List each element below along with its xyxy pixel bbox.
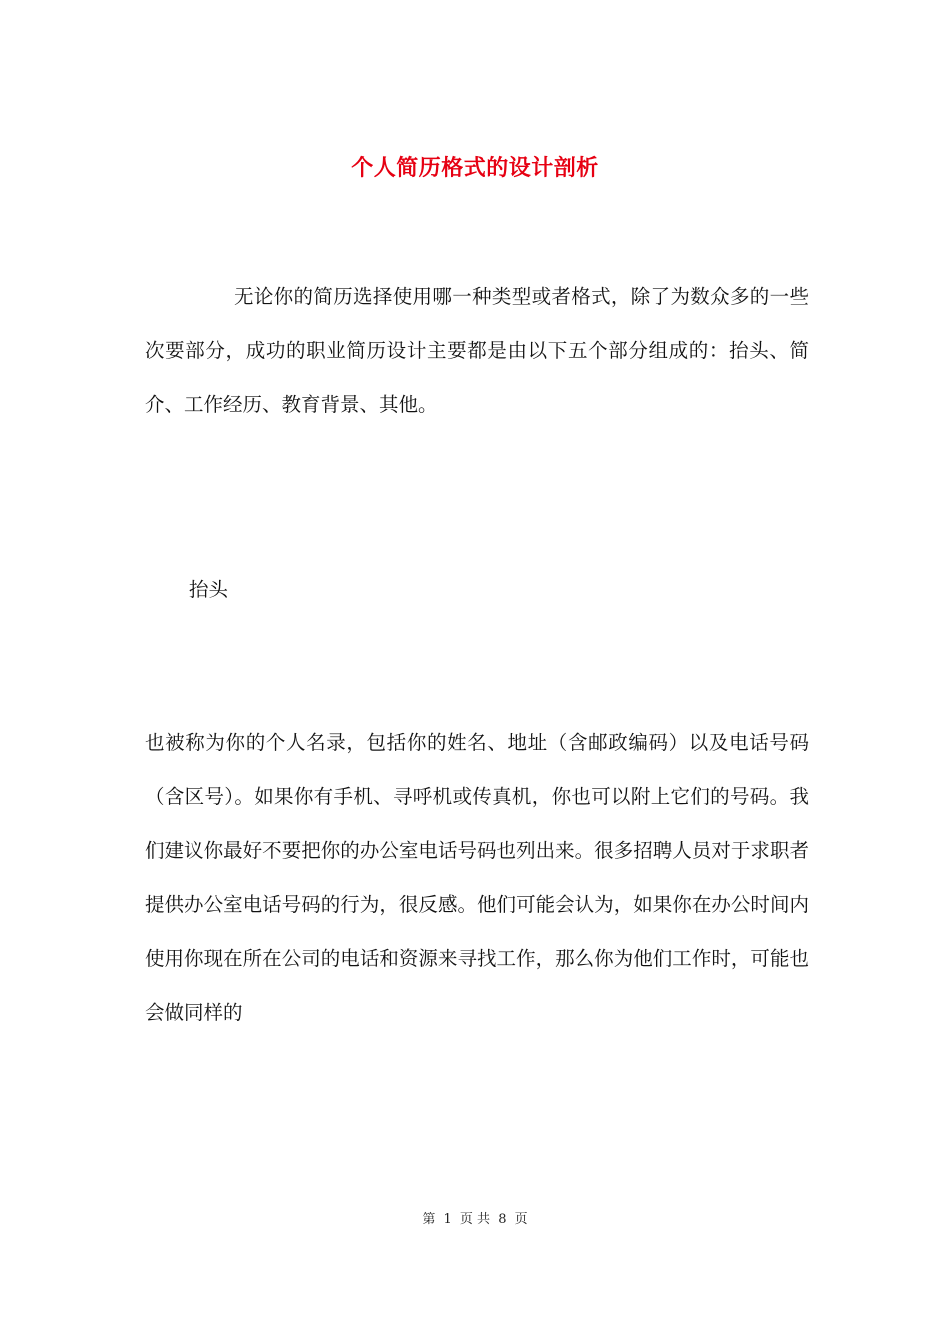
document-title: 个人简历格式的设计剖析: [351, 154, 599, 181]
footer-prefix: 第: [422, 1212, 436, 1227]
footer-total-pages: 8: [498, 1212, 507, 1227]
footer-suffix: 页: [514, 1212, 528, 1227]
intro-paragraph: 无论你的简历选择使用哪一种类型或者格式，除了为数众多的一些次要部分，成功的职业简历设计主要都是由以下五个部分组成的：抬头、简介、工作经历、教育背景、其他。: [145, 285, 809, 416]
section-paragraph: 也被称为你的个人名录，包括你的姓名、地址（含邮政编码）以及电话号码（含区号）。如果你有手机、寻呼机或传真机，你也可以附上它们的号码。我们建议你最好不要把你的办公室电话号码也列出来。很多招聘人员对于求职者提供办公室电话号码的行为，很反感。他们可能会认为，如果你在办公时间内使用你现在所在公司的电话和资源来寻找工作，那么你为他们工作时，可能也会做同样的: [145, 731, 809, 1024]
section-heading: 抬头: [189, 578, 229, 601]
page-footer: [0, 1208, 950, 1227]
footer-current-page: 1: [443, 1212, 452, 1227]
footer-middle: 页 共: [459, 1212, 491, 1227]
